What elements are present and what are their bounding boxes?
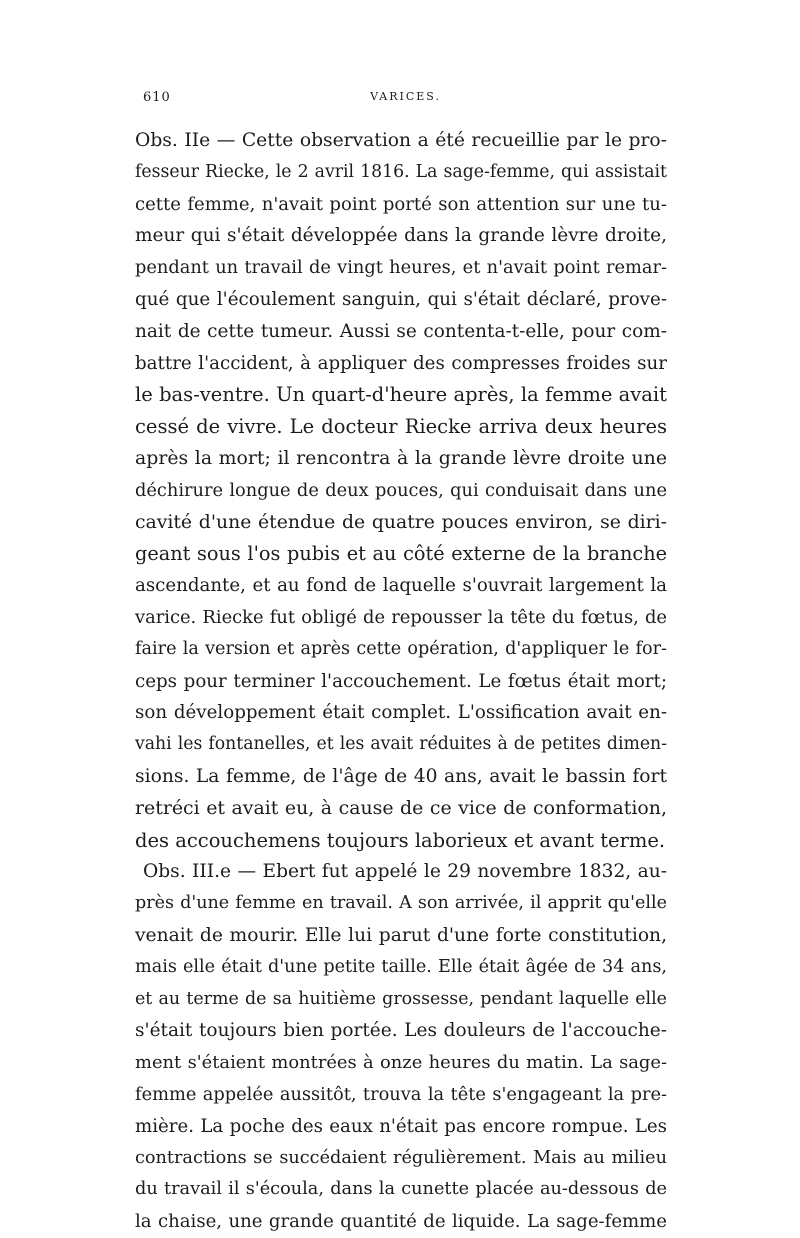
running-title: VARICES. (370, 90, 441, 103)
text-line: nait de cette tumeur. Aussi se contenta-t-elle, pour com- (135, 320, 667, 342)
text-line: geant sous l'os pubis et au côté externe de la branche (135, 542, 667, 566)
text-line: mière. La poche des eaux n'était pas encore rompue. Les (135, 1115, 667, 1137)
text-line: déchirure longue de deux pouces, qui conduisait dans une (135, 479, 667, 501)
text-line: mais elle était d'une petite taille. Elle était âgée de 34 ans, (135, 956, 667, 977)
page-number: 610 (143, 90, 171, 105)
text-line: ment s'étaient montrées à onze heures du matin. La sage- (135, 1052, 667, 1074)
paragraph-first-line: Obs. III.e — Ebert fut appelé le 29 novembre 1832, au- (143, 861, 667, 883)
text-line: contractions se succédaient régulièrement. Mais au milieu (135, 1147, 667, 1168)
text-line: meur qui s'était développée dans la grande lèvre droite, (135, 225, 667, 247)
body-text (135, 125, 667, 1238)
text-line: vahi les fontanelles, et les avait réduites à de petites dimen- (135, 734, 667, 755)
text-line: après la mort; il rencontra à la grande lèvre droite une (135, 446, 667, 469)
running-head (143, 90, 668, 110)
text-line: fesseur Riecke, le 2 avril 1816. La sage-femme, qui assistait (135, 161, 667, 182)
text-line: sions. La femme, de l'âge de 40 ans, avait le bassin fort (135, 765, 667, 787)
text-line: s'était toujours bien portée. Les douleurs de l'accouche- (135, 1020, 667, 1042)
text-line: qué que l'écoulement sanguin, qui s'était déclaré, prove- (135, 288, 667, 310)
text-line: son développement était complet. L'ossification avait en- (135, 702, 667, 724)
text-line: et au terme de sa huitième grossesse, pendant laquelle elle (135, 988, 667, 1009)
text-line: varice. Riecke fut obligé de repousser la tête du fœtus, de (135, 606, 667, 628)
text-line: cessé de vivre. Le docteur Riecke arriva deux heures (135, 415, 667, 439)
text-line: cette femme, n'avait point porté son attention sur une tu- (135, 193, 667, 215)
text-line: près d'une femme en travail. A son arrivée, il apprit qu'elle (135, 893, 667, 914)
text-line: ceps pour terminer l'accouchement. Le fœtus était mort; (135, 670, 667, 692)
paragraph-last-line: des accouchemens toujours laborieux et avant terme. (135, 828, 666, 852)
text-line: femme appelée aussitôt, trouva la tête s'engageant la pre- (135, 1083, 667, 1105)
text-line: venait de mourir. Elle lui parut d'une forte constitution, (135, 924, 667, 946)
text-line: retréci et avait eu, à cause de ce vice de conformation, (135, 796, 667, 819)
text-line: le bas-ventre. Un quart-d'heure après, la femme avait (135, 383, 667, 407)
text-line: battre l'accident, à appliquer des compresses froides sur (135, 352, 667, 374)
text-line: du travail il s'écoula, dans la cunette placée au-dessous de (135, 1179, 667, 1200)
text-line: faire la version et après cette opération, d'appliquer le for- (135, 638, 667, 659)
text-line: pendant un travail de vingt heures, et n'avait point remar- (135, 257, 667, 279)
text-line: la chaise, une grande quantité de liquide. La sage-femme (135, 1211, 667, 1233)
text-line: Obs. IIe — Cette observation a été recueillie par le pro- (135, 130, 667, 151)
text-line: ascendante, et au fond de laquelle s'ouvrait largement la (135, 575, 667, 597)
text-line: cavité d'une étendue de quatre pouces environ, se diri- (135, 511, 667, 533)
